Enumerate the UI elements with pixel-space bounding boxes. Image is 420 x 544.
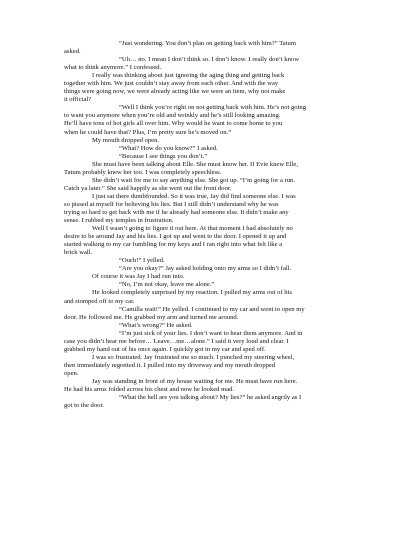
text-line: He looked completely surprised by my reaction. I pulled my arms out of his	[92, 289, 292, 297]
text-line: to want you anymore when you’re old and wrinkly and he’s still looking amazing.	[64, 112, 281, 120]
text-line: trying so hard to get back with me if he already had someone else. It didn’t make any	[64, 208, 289, 216]
text-line: I just sat there dumbfounded. So it was true, Jay did find someone else. I was	[92, 192, 296, 200]
text-line: I really was thinking about just ignoring the aging thing and getting back	[92, 72, 285, 80]
text-line: grabbed my hand out of his once again. I quickly got in my car and sped off.	[64, 345, 266, 353]
text-line: “No, I’m not okay, leave me alone.”	[119, 281, 215, 289]
text-line: so pissed at myself for believing his lies. But I still didn’t understand why he was	[64, 200, 279, 208]
text-line: and stomped off to my car.	[64, 297, 135, 305]
text-line: Well I wasn’t going to figure it out here. At that moment I had absolutely no	[92, 225, 293, 233]
text-line: “Ouch!” I yelled.	[119, 257, 165, 265]
text-line: together with him. We just couldn’t stay away from each other. And with the way	[64, 80, 279, 88]
text-line: Catch ya later.” She said happily as she went out the front door.	[64, 184, 232, 192]
text-line: “I’m just sick of your lies. I don’t want to hear them anymore. And in	[119, 329, 303, 337]
text-line: then immediately regretted it. I pulled into my driveway and my mouth dropped	[64, 361, 276, 369]
text-line: I was so frustrated. Jay frustrated me so much. I punched my steering wheel,	[92, 353, 295, 361]
text-line: “Well I think you’re right on not getting back with him. He’s not going	[119, 104, 306, 112]
text-line: “What? How do you know?” I asked.	[119, 144, 218, 152]
text-line: “Camilla wait!” He yelled. I continued to my car and went to open my	[119, 305, 305, 313]
text-line: She must have been talking about Elle. She must know her. If Evie knew Elle,	[92, 160, 299, 168]
text-line: what to think anymore.” I confessed.	[64, 64, 162, 72]
text-line: got to the door.	[64, 402, 104, 410]
text-line: “Uh… no. I mean I don’t think so. I don’t know. I really don’t know	[119, 56, 299, 64]
text-line: He’ll have tons of hot girls all over him. Why would he want to come home to you	[64, 120, 283, 128]
text-line: case you didn’t hear me before… Leave…me…alone.” I said it very loud and clear. I	[64, 337, 289, 345]
text-line: Tatum probably knew her too. I was completely speechless.	[64, 168, 222, 176]
text-line: brick wall.	[64, 249, 93, 257]
text-line: it official?	[64, 96, 92, 104]
text-line: He had his arms folded across his chest and now he looked mad.	[64, 386, 235, 394]
text-line: when he could have that? Plus, I’m pretty sure he’s moved on.”	[64, 128, 232, 136]
text-line: things were going now, we were already acting like we were an item, why not make	[64, 88, 286, 96]
text-line: My mouth dropped open.	[92, 136, 160, 144]
text-line: She didn’t wait for me to say anything else. She got up. “I’m going for a run.	[92, 176, 295, 184]
text-line: Of course it was Jay I had run into.	[92, 273, 185, 281]
text-line: open.	[64, 369, 79, 377]
text-line: desire to be around Jay and his lies. I got up and went to the door. I opened it up and	[64, 233, 287, 241]
text-line: door. He followed me. He grabbed my arm and turned me around.	[64, 313, 239, 321]
text-line: “Just wondering. You don’t plan on getting back with him?” Tatum	[119, 40, 296, 47]
text-line: sense. I rubbed my temples in frustration.	[64, 217, 174, 225]
text-line: “Because I see things you don’t.”	[119, 152, 208, 160]
text-line: “Are you okay?” Jay asked holding onto my arms so I didn’t fall.	[119, 265, 292, 273]
text-line: Jay was standing in front of my house waiting for me. He must have run here.	[92, 377, 298, 385]
text-line: “What’s wrong?” He asked.	[119, 321, 193, 329]
text-line: asked.	[64, 48, 81, 56]
text-line: started walking to my car fumbling for my keys and I ran right into what felt like a	[64, 241, 283, 249]
text-line: “What the hell are you talking about? My lies?” he asked angrily as I	[119, 394, 302, 402]
